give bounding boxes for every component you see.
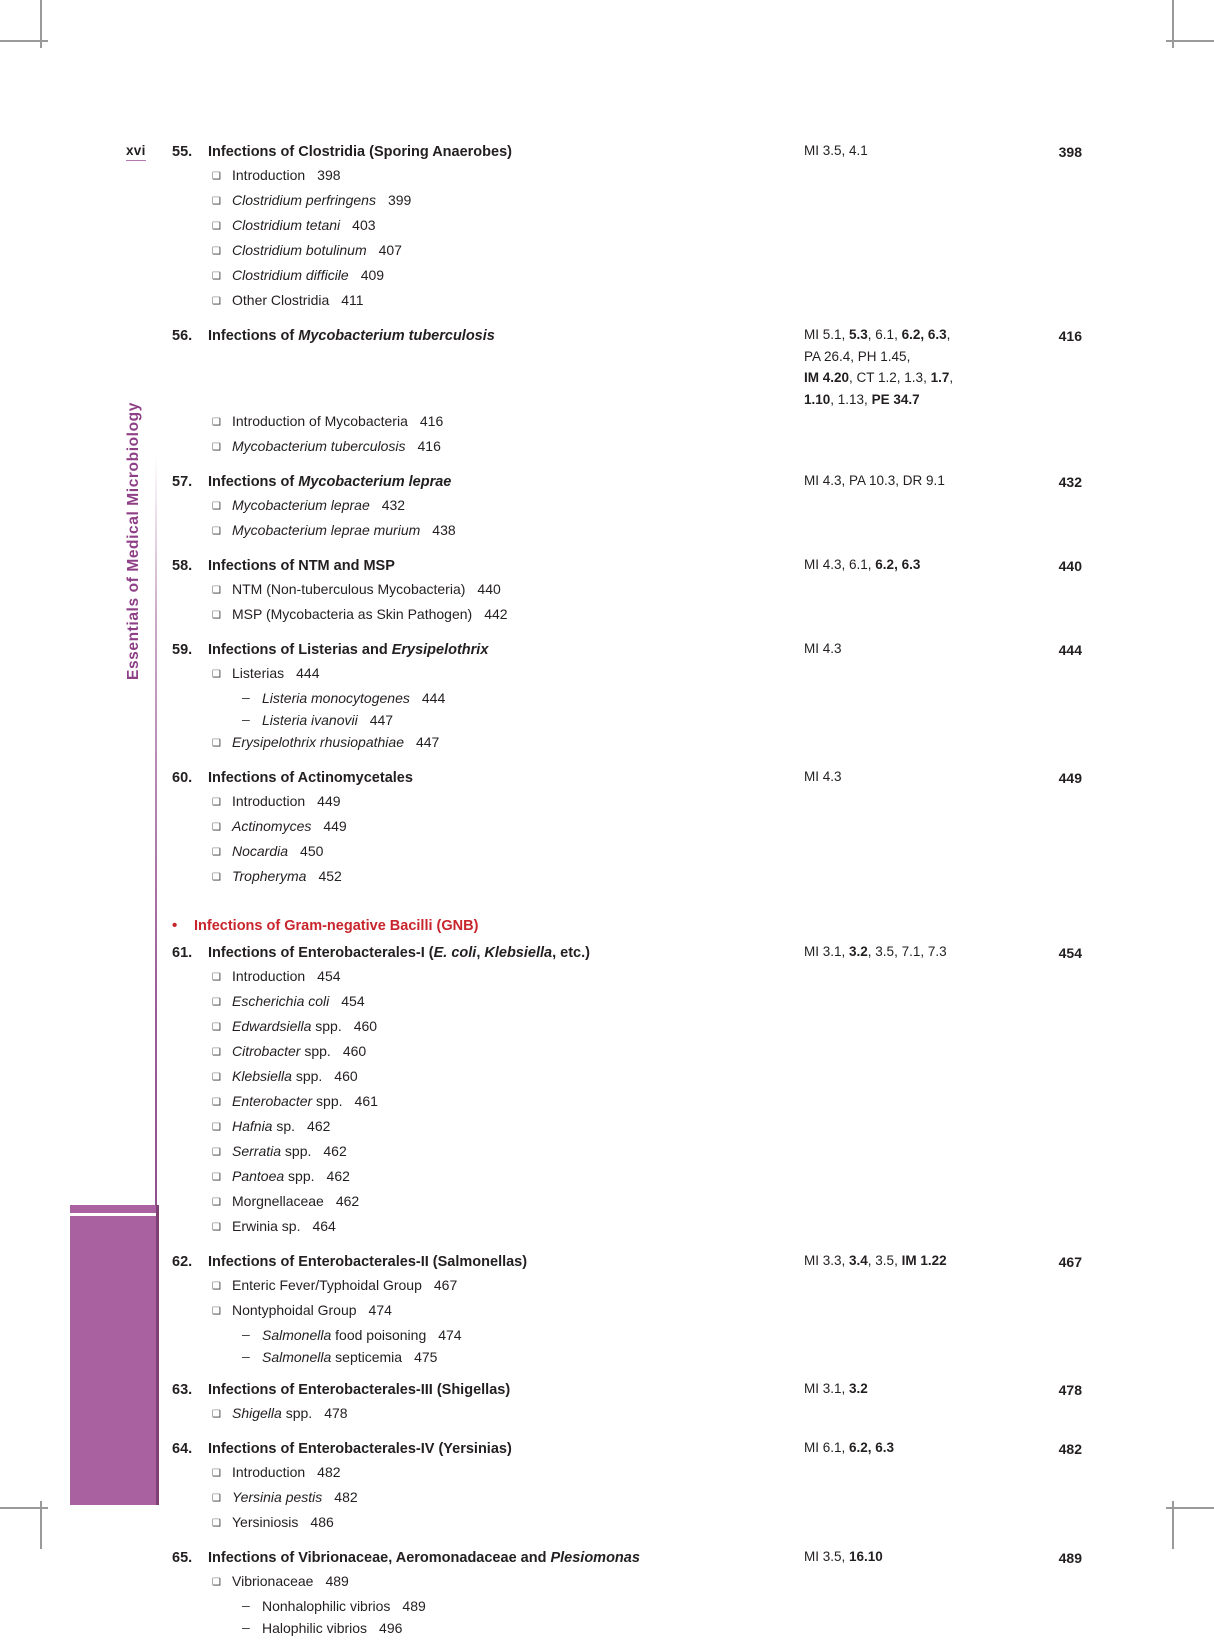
chapter-title[interactable]: Infections of Enterobacterales-II (Salmonellas) bbox=[208, 1254, 528, 1270]
subsection-list bbox=[172, 1402, 1082, 1427]
subsection-item[interactable] bbox=[172, 990, 1082, 1015]
subsection-item[interactable] bbox=[172, 709, 1082, 731]
square-bullet-icon: ❑ bbox=[212, 296, 221, 307]
subsection-page-number: 416 bbox=[417, 438, 441, 454]
square-bullet-icon: ❑ bbox=[212, 1577, 221, 1588]
subsection-label: Nontyphoidal Group bbox=[232, 1302, 357, 1318]
subsection-label: Pantoea spp. bbox=[232, 1168, 315, 1184]
chapter-codes bbox=[804, 140, 1022, 162]
chapter-codes bbox=[804, 1378, 1022, 1400]
code-line: MI 4.3 bbox=[804, 641, 842, 656]
subsection-label: Yersinia pestis bbox=[232, 1489, 323, 1505]
subsection-page-number: 411 bbox=[341, 292, 364, 308]
thumb-tab bbox=[70, 1205, 159, 1505]
subsection-item[interactable] bbox=[172, 603, 1082, 628]
chapter-number: 63. bbox=[172, 1382, 193, 1398]
entry-spacer bbox=[172, 1240, 1082, 1250]
square-bullet-icon: ❑ bbox=[212, 847, 221, 858]
subsection-item[interactable] bbox=[172, 239, 1082, 264]
toc-entry[interactable] bbox=[172, 324, 1082, 470]
subsection-item[interactable] bbox=[172, 1165, 1082, 1190]
subsection-item[interactable] bbox=[172, 1486, 1082, 1511]
code-line: MI 3.1, 3.2, 3.5, 7.1, 7.3 bbox=[804, 944, 947, 959]
crop-mark-top-left-horizontal bbox=[0, 40, 48, 42]
square-bullet-icon: ❑ bbox=[212, 1409, 221, 1420]
subsection-label: Shigella spp. bbox=[232, 1405, 313, 1421]
square-bullet-icon: ❑ bbox=[212, 738, 221, 749]
subsection-item[interactable] bbox=[172, 840, 1082, 865]
subsection-page-number: 454 bbox=[317, 968, 341, 984]
subsection-label: Other Clostridia bbox=[232, 292, 330, 308]
chapter-page-number: 489 bbox=[1058, 1550, 1082, 1566]
subsection-page-number: 432 bbox=[381, 497, 406, 513]
subsection-page-number: 416 bbox=[419, 413, 444, 429]
chapter-title[interactable]: Infections of Enterobacterales-III (Shigellas) bbox=[208, 1382, 511, 1398]
square-bullet-icon: ❑ bbox=[212, 610, 221, 621]
subsection-page-number: 461 bbox=[354, 1093, 378, 1109]
dash-bullet-icon: – bbox=[242, 1326, 250, 1342]
subsection-item[interactable] bbox=[172, 731, 1082, 756]
subsection-item[interactable] bbox=[172, 164, 1082, 189]
group-bullet-icon: • bbox=[172, 917, 178, 934]
subsection-item[interactable] bbox=[172, 1461, 1082, 1486]
subsection-item[interactable] bbox=[172, 662, 1082, 687]
chapter-title[interactable]: Infections of NTM and MSP bbox=[208, 558, 395, 574]
subsection-list bbox=[172, 410, 1082, 460]
chapter-codes bbox=[804, 766, 1022, 788]
subsection-item[interactable] bbox=[172, 1595, 1082, 1617]
subsection-label: Mycobacterium leprae bbox=[232, 497, 370, 513]
chapter-number: 56. bbox=[172, 328, 193, 344]
subsection-page-number: 460 bbox=[353, 1018, 378, 1034]
subsection-label: Escherichia coli bbox=[232, 993, 330, 1009]
subsection-item[interactable] bbox=[172, 519, 1082, 544]
chapter-title[interactable]: Infections of Mycobacterium leprae bbox=[208, 474, 452, 490]
entry-spacer bbox=[172, 756, 1082, 766]
square-bullet-icon: ❑ bbox=[212, 669, 221, 680]
chapter-number: 59. bbox=[172, 642, 193, 658]
subsection-label: Enterobacter spp. bbox=[232, 1093, 343, 1109]
toc-entry[interactable] bbox=[172, 1250, 1082, 1378]
chapter-title[interactable]: Infections of Vibrionaceae, Aeromonadaceae and Plesiomonas bbox=[208, 1550, 640, 1566]
square-bullet-icon: ❑ bbox=[212, 501, 221, 512]
crop-mark-bottom-left-horizontal bbox=[0, 1507, 48, 1509]
subsection-label: Enteric Fever/Typhoidal Group bbox=[232, 1277, 422, 1293]
code-line: MI 4.3, PA 10.3, DR 9.1 bbox=[804, 473, 945, 488]
chapter-codes bbox=[804, 1546, 1022, 1568]
chapter-number: 57. bbox=[172, 474, 193, 490]
group-heading-label: Infections of Gram-negative Bacilli (GNB) bbox=[194, 918, 479, 934]
subsection-item[interactable] bbox=[172, 264, 1082, 289]
subsection-page-number: 454 bbox=[341, 993, 365, 1009]
code-line: MI 6.1, 6.2, 6.3 bbox=[804, 1440, 895, 1455]
chapter-codes bbox=[804, 324, 1022, 410]
subsection-label: Nocardia bbox=[232, 843, 289, 859]
chapter-title[interactable]: Infections of Enterobacterales-IV (Yersinias) bbox=[208, 1441, 512, 1457]
subsection-item[interactable] bbox=[172, 1617, 1082, 1639]
subsection-list bbox=[172, 662, 1082, 756]
square-bullet-icon: ❑ bbox=[212, 972, 221, 983]
chapter-page-number: 482 bbox=[1058, 1441, 1082, 1457]
subsection-item[interactable] bbox=[172, 965, 1082, 990]
subsection-label: NTM (Non-tuberculous Mycobacteria) bbox=[232, 581, 466, 597]
subsection-page-number: 482 bbox=[334, 1489, 358, 1505]
square-bullet-icon: ❑ bbox=[212, 872, 221, 883]
subsection-page-number: 486 bbox=[310, 1514, 334, 1530]
chapter-number: 55. bbox=[172, 144, 193, 160]
subsection-item[interactable] bbox=[172, 1402, 1082, 1427]
square-bullet-icon: ❑ bbox=[212, 1281, 221, 1292]
toc-entry[interactable] bbox=[172, 470, 1082, 554]
subsection-item[interactable] bbox=[172, 1346, 1082, 1368]
code-line: PA 26.4, PH 1.45, bbox=[804, 348, 911, 364]
subsection-label: Hafnia sp. bbox=[232, 1118, 296, 1134]
square-bullet-icon: ❑ bbox=[212, 1197, 221, 1208]
subsection-label: Nonhalophilic vibrios bbox=[262, 1598, 391, 1614]
square-bullet-icon: ❑ bbox=[212, 1072, 221, 1083]
subsection-page-number: 449 bbox=[323, 818, 347, 834]
square-bullet-icon: ❑ bbox=[212, 1222, 221, 1233]
subsection-list bbox=[172, 965, 1082, 1240]
subsection-label: Vibrionaceae bbox=[232, 1573, 314, 1589]
subsection-label: Morgnellaceae bbox=[232, 1193, 324, 1209]
square-bullet-icon: ❑ bbox=[212, 822, 221, 833]
toc-entry[interactable] bbox=[172, 638, 1082, 766]
toc-group-heading bbox=[172, 914, 1082, 938]
subsection-item[interactable] bbox=[172, 1215, 1082, 1240]
subsection-item[interactable] bbox=[172, 1299, 1082, 1324]
chapter-codes bbox=[804, 1250, 1022, 1272]
subsection-page-number: 489 bbox=[325, 1573, 349, 1589]
subsection-page-number: 447 bbox=[369, 712, 394, 728]
entry-spacer bbox=[172, 890, 1082, 900]
subsection-label: Klebsiella spp. bbox=[232, 1068, 323, 1084]
subsection-list bbox=[172, 164, 1082, 314]
subsection-item[interactable] bbox=[172, 1040, 1082, 1065]
subsection-item[interactable] bbox=[172, 410, 1082, 435]
subsection-item[interactable] bbox=[172, 1115, 1082, 1140]
subsection-label: Clostridium perfringens bbox=[232, 192, 376, 208]
subsection-page-number: 438 bbox=[432, 522, 456, 538]
chapter-codes bbox=[804, 941, 1022, 963]
subsection-item[interactable] bbox=[172, 214, 1082, 239]
subsection-page-number: 444 bbox=[296, 665, 320, 681]
entry-spacer bbox=[172, 1427, 1082, 1437]
subsection-list bbox=[172, 790, 1082, 890]
subsection-label: Mycobacterium leprae murium bbox=[232, 522, 421, 538]
entry-spacer bbox=[172, 314, 1082, 324]
chapter-page-number: 432 bbox=[1058, 474, 1082, 490]
dash-bullet-icon: – bbox=[242, 1597, 250, 1613]
chapter-page-number: 449 bbox=[1058, 770, 1082, 786]
chapter-title[interactable]: Infections of Enterobacterales-I (E. coli, Klebsiella, etc.) bbox=[208, 945, 590, 961]
subsection-label: Clostridium difficile bbox=[232, 267, 349, 283]
toc-entry[interactable] bbox=[172, 941, 1082, 1250]
subsection-label: Listeria monocytogenes bbox=[262, 690, 410, 706]
code-line: MI 5.1, 5.3, 6.1, 6.2, 6.3, bbox=[804, 327, 951, 342]
subsection-page-number: 407 bbox=[378, 242, 402, 258]
subsection-item[interactable] bbox=[172, 189, 1082, 214]
subsection-page-number: 489 bbox=[402, 1598, 426, 1614]
subsection-label: Edwardsiella spp. bbox=[232, 1018, 342, 1034]
subsection-label: Salmonella food poisoning bbox=[262, 1327, 427, 1343]
square-bullet-icon: ❑ bbox=[212, 1172, 221, 1183]
subsection-list bbox=[172, 578, 1082, 628]
entry-spacer bbox=[172, 628, 1082, 638]
dash-bullet-icon: – bbox=[242, 1619, 250, 1635]
subsection-label: Serratia spp. bbox=[232, 1143, 312, 1159]
entry-spacer bbox=[172, 544, 1082, 554]
chapter-title[interactable]: Infections of Mycobacterium tuberculosis bbox=[208, 328, 495, 344]
square-bullet-icon: ❑ bbox=[212, 997, 221, 1008]
subsection-page-number: 409 bbox=[360, 267, 385, 283]
toc-entry[interactable] bbox=[172, 554, 1082, 638]
chapter-title[interactable]: Infections of Listerias and Erysipelothrix bbox=[208, 642, 489, 658]
chapter-number: 61. bbox=[172, 945, 193, 961]
chapter-page-number: 478 bbox=[1058, 1382, 1082, 1398]
square-bullet-icon: ❑ bbox=[212, 246, 221, 257]
square-bullet-icon: ❑ bbox=[212, 526, 221, 537]
subsection-label: Mycobacterium tuberculosis bbox=[232, 438, 406, 454]
chapter-title[interactable]: Infections of Clostridia (Sporing Anaerobes) bbox=[208, 144, 512, 160]
subsection-label: Salmonella septicemia bbox=[262, 1349, 403, 1365]
subsection-item[interactable] bbox=[172, 790, 1082, 815]
subsection-label: Clostridium tetani bbox=[232, 217, 341, 233]
dash-bullet-icon: – bbox=[242, 711, 250, 727]
subsection-page-number: 462 bbox=[326, 1168, 350, 1184]
subsection-page-number: 403 bbox=[352, 217, 376, 233]
code-line: MI 3.5, 16.10 bbox=[804, 1549, 883, 1564]
subsection-label: Tropheryma bbox=[232, 868, 307, 884]
table-of-contents bbox=[172, 140, 1082, 1649]
subsection-page-number: 474 bbox=[368, 1302, 392, 1318]
subsection-page-number: 442 bbox=[484, 606, 508, 622]
subsection-item[interactable] bbox=[172, 494, 1082, 519]
subsection-item[interactable] bbox=[172, 865, 1082, 890]
dash-bullet-icon: – bbox=[242, 689, 250, 705]
toc-entry[interactable] bbox=[172, 766, 1082, 900]
subsection-label: Yersiniosis bbox=[232, 1514, 299, 1530]
subsection-item[interactable] bbox=[172, 1090, 1082, 1115]
chapter-number: 65. bbox=[172, 1550, 193, 1566]
subsection-page-number: 474 bbox=[438, 1327, 462, 1343]
subsection-page-number: 462 bbox=[307, 1118, 331, 1134]
entry-spacer bbox=[172, 1536, 1082, 1546]
subsection-label: Listerias bbox=[232, 665, 285, 681]
chapter-title[interactable]: Infections of Actinomycetales bbox=[208, 770, 413, 786]
subsection-page-number: 447 bbox=[415, 734, 440, 750]
subsection-item[interactable] bbox=[172, 1015, 1082, 1040]
entry-spacer bbox=[172, 460, 1082, 470]
subsection-item[interactable] bbox=[172, 815, 1082, 840]
subsection-page-number: 462 bbox=[323, 1143, 347, 1159]
square-bullet-icon: ❑ bbox=[212, 271, 221, 282]
code-line: MI 3.5, 4.1 bbox=[804, 143, 868, 158]
crop-mark-bottom-right-horizontal bbox=[1166, 1507, 1214, 1509]
subsection-item[interactable] bbox=[172, 687, 1082, 709]
subsection-page-number: 482 bbox=[317, 1464, 341, 1480]
chapter-codes bbox=[804, 470, 1022, 492]
chapter-codes bbox=[804, 1437, 1022, 1459]
subsection-page-number: 440 bbox=[477, 581, 501, 597]
chapter-codes bbox=[804, 554, 1022, 576]
subsection-page-number: 399 bbox=[387, 192, 412, 208]
code-line: MI 4.3, 6.1, 6.2, 6.3 bbox=[804, 557, 921, 572]
subsection-page-number: 450 bbox=[300, 843, 324, 859]
chapter-number: 64. bbox=[172, 1441, 193, 1457]
square-bullet-icon: ❑ bbox=[212, 1097, 221, 1108]
subsection-label: Erwinia sp. bbox=[232, 1218, 301, 1234]
square-bullet-icon: ❑ bbox=[212, 442, 221, 453]
square-bullet-icon: ❑ bbox=[212, 1122, 221, 1133]
page-folio: xvi bbox=[126, 143, 146, 161]
subsection-label: MSP (Mycobacteria as Skin Pathogen) bbox=[232, 606, 473, 622]
square-bullet-icon: ❑ bbox=[212, 1047, 221, 1058]
subsection-page-number: 478 bbox=[324, 1405, 348, 1421]
square-bullet-icon: ❑ bbox=[212, 585, 221, 596]
toc-entry[interactable] bbox=[172, 1378, 1082, 1437]
square-bullet-icon: ❑ bbox=[212, 171, 221, 182]
spine-book-title: Essentials of Medical Microbiology bbox=[125, 402, 142, 680]
subsection-item[interactable] bbox=[172, 289, 1082, 314]
dash-bullet-icon: – bbox=[242, 1348, 250, 1364]
chapter-page-number: 416 bbox=[1058, 328, 1082, 344]
subsection-page-number: 462 bbox=[335, 1193, 360, 1209]
subsection-list bbox=[172, 494, 1082, 544]
code-line: MI 3.3, 3.4, 3.5, IM 1.22 bbox=[804, 1253, 947, 1268]
square-bullet-icon: ❑ bbox=[212, 221, 221, 232]
square-bullet-icon: ❑ bbox=[212, 1147, 221, 1158]
subsection-item[interactable] bbox=[172, 1190, 1082, 1215]
subsection-item[interactable] bbox=[172, 1274, 1082, 1299]
subsection-page-number: 475 bbox=[414, 1349, 438, 1365]
square-bullet-icon: ❑ bbox=[212, 1518, 221, 1529]
code-line: 1.10, 1.13, PE 34.7 bbox=[804, 391, 920, 407]
subsection-item[interactable] bbox=[172, 1324, 1082, 1346]
subsection-label: Introduction bbox=[232, 167, 306, 183]
toc-entry[interactable] bbox=[172, 1546, 1082, 1649]
entry-spacer bbox=[172, 1368, 1082, 1378]
subsection-label: Clostridium botulinum bbox=[232, 242, 367, 258]
subsection-item[interactable] bbox=[172, 578, 1082, 603]
subsection-page-number: 452 bbox=[318, 868, 342, 884]
toc-entry[interactable] bbox=[172, 140, 1082, 324]
subsection-label: Halophilic vibrios bbox=[262, 1620, 368, 1636]
entry-spacer bbox=[172, 1639, 1082, 1649]
subsection-page-number: 464 bbox=[312, 1218, 336, 1234]
square-bullet-icon: ❑ bbox=[212, 417, 221, 428]
square-bullet-icon: ❑ bbox=[212, 1493, 221, 1504]
subsection-label: Actinomyces bbox=[232, 818, 312, 834]
subsection-item[interactable] bbox=[172, 1140, 1082, 1165]
square-bullet-icon: ❑ bbox=[212, 1468, 221, 1479]
square-bullet-icon: ❑ bbox=[212, 1306, 221, 1317]
code-line: IM 4.20, CT 1.2, 1.3, 1.7, bbox=[804, 370, 954, 385]
spine-rule bbox=[155, 455, 157, 1215]
chapter-page-number: 444 bbox=[1058, 642, 1082, 658]
chapter-codes bbox=[804, 638, 1022, 660]
subsection-page-number: 460 bbox=[342, 1043, 367, 1059]
subsection-item[interactable] bbox=[172, 1065, 1082, 1090]
square-bullet-icon: ❑ bbox=[212, 1022, 221, 1033]
crop-mark-top-right-horizontal bbox=[1166, 40, 1214, 42]
subsection-page-number: 460 bbox=[334, 1068, 358, 1084]
subsection-page-number: 496 bbox=[379, 1620, 403, 1636]
chapter-number: 58. bbox=[172, 558, 193, 574]
chapter-number: 60. bbox=[172, 770, 193, 786]
chapter-page-number: 440 bbox=[1058, 558, 1082, 574]
subsection-label: Introduction bbox=[232, 793, 306, 809]
subsection-page-number: 398 bbox=[317, 167, 341, 183]
toc-entry[interactable] bbox=[172, 1437, 1082, 1546]
subsection-label: Introduction bbox=[232, 968, 306, 984]
subsection-item[interactable] bbox=[172, 1511, 1082, 1536]
code-line: MI 3.1, 3.2 bbox=[804, 1381, 868, 1396]
chapter-page-number: 398 bbox=[1058, 144, 1082, 160]
subsection-item[interactable] bbox=[172, 435, 1082, 460]
chapter-number: 62. bbox=[172, 1254, 193, 1270]
square-bullet-icon: ❑ bbox=[212, 797, 221, 808]
code-line: MI 4.3 bbox=[804, 769, 842, 784]
subsection-label: Erysipelothrix rhusiopathiae bbox=[232, 734, 404, 750]
subsection-label: Listeria ivanovii bbox=[262, 712, 358, 728]
subsection-label: Citrobacter spp. bbox=[232, 1043, 331, 1059]
square-bullet-icon: ❑ bbox=[212, 196, 221, 207]
subsection-page-number: 467 bbox=[433, 1277, 458, 1293]
subsection-list bbox=[172, 1570, 1082, 1639]
subsection-page-number: 449 bbox=[317, 793, 341, 809]
subsection-page-number: 444 bbox=[421, 690, 446, 706]
subsection-list bbox=[172, 1461, 1082, 1536]
subsection-list bbox=[172, 1274, 1082, 1368]
subsection-label: Introduction of Mycobacteria bbox=[232, 413, 408, 429]
subsection-item[interactable] bbox=[172, 1570, 1082, 1595]
chapter-page-number: 454 bbox=[1058, 945, 1082, 961]
subsection-label: Introduction bbox=[232, 1464, 306, 1480]
chapter-page-number: 467 bbox=[1058, 1254, 1082, 1270]
